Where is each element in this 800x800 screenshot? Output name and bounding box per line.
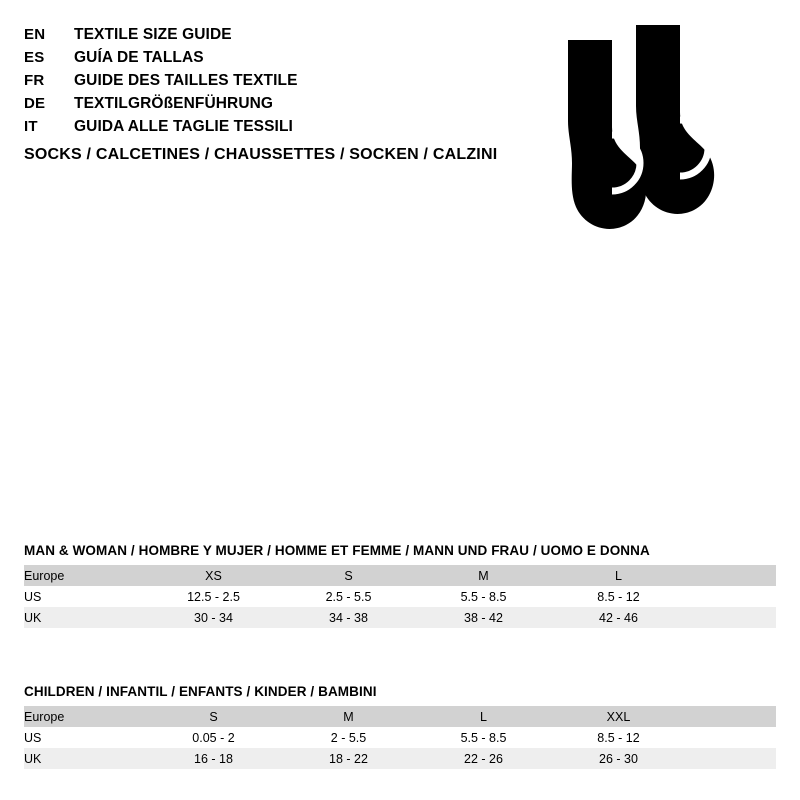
table-row (24, 748, 776, 769)
adults-spacer-us (686, 586, 776, 607)
sock-shape-back (636, 25, 714, 214)
adults-europe-s: S (281, 565, 416, 586)
language-row-es (24, 49, 544, 72)
language-text-en: TEXTILE SIZE GUIDE (74, 26, 232, 43)
children-spacer-head (686, 706, 776, 727)
adults-europe-l: L (551, 565, 686, 586)
table-row (24, 607, 776, 628)
children-size-table (24, 706, 776, 769)
language-row-it (24, 118, 544, 141)
adults-spacer-uk (686, 607, 776, 628)
adults-us-xs: 12.5 - 2.5 (146, 586, 281, 607)
adults-europe-xs: XS (146, 565, 281, 586)
language-code-en: EN (24, 26, 46, 43)
children-europe-l: L (416, 706, 551, 727)
language-code-de: DE (24, 95, 46, 112)
table-row (24, 586, 776, 607)
children-row-label-us: US (24, 727, 146, 748)
children-europe-xxl: XXL (551, 706, 686, 727)
children-us-xxl: 8.5 - 12 (551, 727, 686, 748)
adults-uk-xs: 30 - 34 (146, 607, 281, 628)
language-code-es: ES (24, 49, 45, 66)
adults-row-label-europe: Europe (24, 565, 146, 586)
children-row-label-europe: Europe (24, 706, 146, 727)
language-row-de (24, 95, 544, 118)
product-category-title: SOCKS / CALCETINES / CHAUSSETTES / SOCKEN / CALZINI (24, 146, 498, 163)
language-row-fr (24, 72, 544, 95)
language-text-fr: GUIDE DES TAILLES TEXTILE (74, 72, 298, 89)
children-uk-m: 18 - 22 (281, 748, 416, 769)
children-europe-s: S (146, 706, 281, 727)
socks-illustration (528, 20, 748, 235)
adults-us-m: 5.5 - 8.5 (416, 586, 551, 607)
adults-table-title: MAN & WOMAN / HOMBRE Y MUJER / HOMME ET FEMME / MANN UND FRAU / UOMO E DONNA (24, 543, 650, 558)
adults-size-table (24, 565, 776, 628)
children-size-section (24, 684, 776, 769)
children-europe-m: M (281, 706, 416, 727)
language-code-fr: FR (24, 72, 45, 89)
adults-uk-m: 38 - 42 (416, 607, 551, 628)
language-text-es: GUÍA DE TALLAS (74, 49, 204, 66)
language-code-it: IT (24, 118, 38, 135)
adults-row-label-us: US (24, 586, 146, 607)
children-us-s: 0.05 - 2 (146, 727, 281, 748)
table-row (24, 565, 776, 586)
adults-spacer-head (686, 565, 776, 586)
adults-uk-l: 42 - 46 (551, 607, 686, 628)
language-text-de: TEXTILGRÖßENFÜHRUNG (74, 95, 274, 112)
children-uk-s: 16 - 18 (146, 748, 281, 769)
children-us-m: 2 - 5.5 (281, 727, 416, 748)
children-table-title: CHILDREN / INFANTIL / ENFANTS / KINDER / BAMBINI (24, 684, 377, 699)
children-us-l: 5.5 - 8.5 (416, 727, 551, 748)
language-text-it: GUIDA ALLE TAGLIE TESSILI (74, 118, 293, 135)
children-row-label-uk: UK (24, 748, 146, 769)
language-header-block (24, 26, 544, 141)
adults-row-label-uk: UK (24, 607, 146, 628)
table-row (24, 727, 776, 748)
children-spacer-us (686, 727, 776, 748)
adults-europe-m: M (416, 565, 551, 586)
children-uk-l: 22 - 26 (416, 748, 551, 769)
table-row (24, 706, 776, 727)
children-uk-xxl: 26 - 30 (551, 748, 686, 769)
language-row-en (24, 26, 544, 49)
adults-us-l: 8.5 - 12 (551, 586, 686, 607)
adults-us-s: 2.5 - 5.5 (281, 586, 416, 607)
sock-shape-front (568, 40, 646, 229)
adults-uk-s: 34 - 38 (281, 607, 416, 628)
adults-size-section (24, 543, 776, 628)
children-spacer-uk (686, 748, 776, 769)
